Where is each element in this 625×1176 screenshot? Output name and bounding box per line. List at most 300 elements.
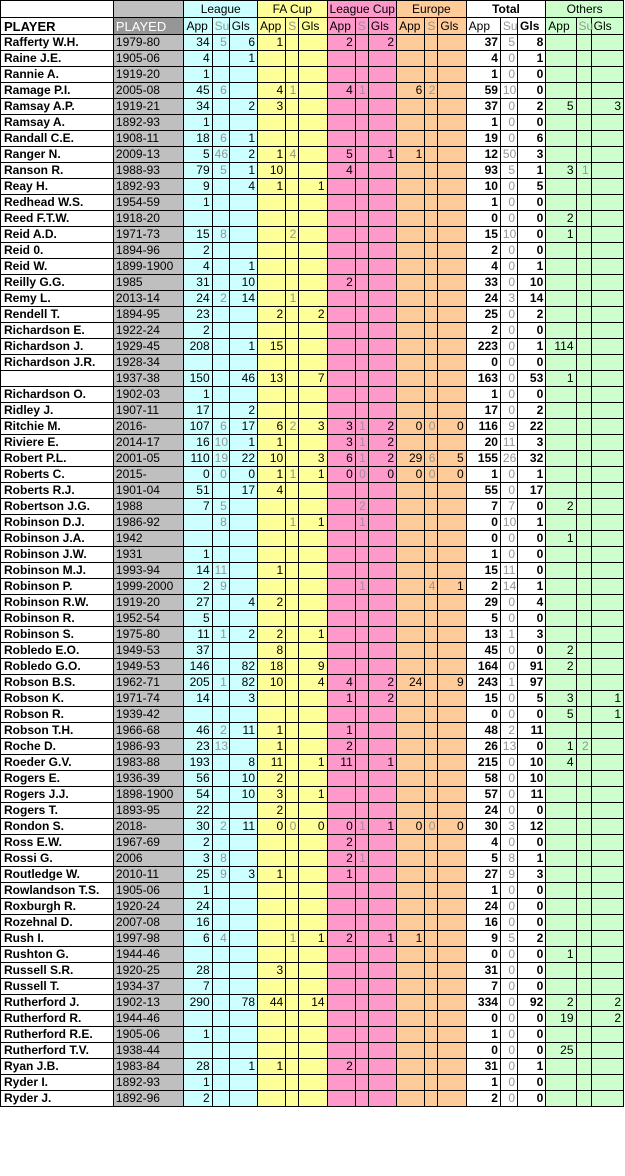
league-gls-cell: 3 [229, 867, 257, 883]
others-su-cell [576, 595, 591, 611]
league-gls-cell: 11 [229, 723, 257, 739]
fa-gls-cell: 9 [299, 659, 327, 675]
europe-app-cell [397, 611, 425, 627]
others-su-cell [576, 51, 591, 67]
lc-app-cell [327, 595, 355, 611]
played-years: 1892-96 [113, 1091, 184, 1107]
others-su-cell [576, 819, 591, 835]
total-su-cell: 50 [500, 147, 517, 163]
player-name: Rutherford T.V. [1, 1043, 114, 1059]
others-gls-cell: 3 [591, 99, 623, 115]
others-gls-cell [591, 227, 623, 243]
league-gls-cell: 4 [229, 595, 257, 611]
fa-su-cell [286, 275, 299, 291]
fa-su-cell [286, 1059, 299, 1075]
fa-gls-cell: 0 [299, 819, 327, 835]
table-row [1, 835, 624, 851]
league-app-cell: 79 [184, 163, 212, 179]
player-name: Richardson E. [1, 323, 114, 339]
others-app-cell: 3 [546, 163, 576, 179]
total-gls-cell: 0 [518, 1043, 546, 1059]
lc-gls-cell: 2 [368, 35, 396, 51]
player-name: Rowlandson T.S. [1, 883, 114, 899]
league-su-cell: 4 [212, 931, 229, 947]
others-gls-cell [591, 723, 623, 739]
total-gls-cell: 0 [518, 1075, 546, 1091]
played-years: 1966-68 [113, 723, 184, 739]
total-app-cell: 0 [466, 211, 500, 227]
europe-su-cell [425, 35, 438, 51]
fa-su-cell [286, 707, 299, 723]
league-gls-cell [229, 1011, 257, 1027]
played-years: 1899-1900 [113, 259, 184, 275]
lc-app-cell [327, 1027, 355, 1043]
others-app-cell: 5 [546, 707, 576, 723]
group-fa-cup: FA Cup [258, 1, 328, 18]
total-app-cell: 116 [466, 419, 500, 435]
lc-su-cell [355, 963, 368, 979]
europe-su-cell [425, 899, 438, 915]
europe-gls-cell [438, 851, 466, 867]
europe-su-cell [425, 275, 438, 291]
league-app-cell: 5 [184, 611, 212, 627]
league-app-cell: 1 [184, 547, 212, 563]
total-su-cell: 10 [500, 515, 517, 531]
lc-gls-cell [368, 307, 396, 323]
europe-app-cell [397, 595, 425, 611]
europe-gls-cell [438, 115, 466, 131]
fa-su-cell [286, 803, 299, 819]
fa-gls-cell [299, 83, 327, 99]
lc-app-cell [327, 563, 355, 579]
total-su-cell: 3 [500, 291, 517, 307]
lc-app-cell [327, 499, 355, 515]
player-name: Robson T.H. [1, 723, 114, 739]
total-gls-cell: 3 [518, 147, 546, 163]
fa-su-cell [286, 339, 299, 355]
europe-gls-cell [438, 1043, 466, 1059]
lc-app-cell: 2 [327, 275, 355, 291]
others-su-cell [576, 291, 591, 307]
europe-gls-cell [438, 547, 466, 563]
league-gls-cell [229, 803, 257, 819]
lc-su-cell: 0 [355, 467, 368, 483]
lc-gls-cell [368, 195, 396, 211]
lc-gls-cell [368, 259, 396, 275]
europe-app-cell [397, 659, 425, 675]
others-gls-cell [591, 739, 623, 755]
others-gls-cell [591, 131, 623, 147]
total-app-cell: 334 [466, 995, 500, 1011]
europe-su-cell [425, 403, 438, 419]
played-years: 1962-71 [113, 675, 184, 691]
league-app-cell: 1 [184, 195, 212, 211]
league-su-cell [212, 99, 229, 115]
total-su-cell: 0 [500, 467, 517, 483]
fa-su-cell [286, 547, 299, 563]
others-app-cell [546, 867, 576, 883]
total-app-cell: 48 [466, 723, 500, 739]
played-years: 1902-03 [113, 387, 184, 403]
others-app-cell: 2 [546, 211, 576, 227]
league-app-cell: 1 [184, 67, 212, 83]
europe-su-cell [425, 1027, 438, 1043]
league-su-cell: 2 [212, 291, 229, 307]
lc-app-cell [327, 547, 355, 563]
lc-app-cell [327, 803, 355, 819]
lc-gls-cell [368, 915, 396, 931]
league-gls-cell: 17 [229, 483, 257, 499]
played-years: 2015- [113, 467, 184, 483]
total-app-cell: 4 [466, 259, 500, 275]
table-row [1, 1011, 624, 1027]
lc-app-cell [327, 1011, 355, 1027]
fa-su-cell [286, 723, 299, 739]
lc-app-cell [327, 515, 355, 531]
others-gls-cell [591, 579, 623, 595]
lc-gls-cell [368, 803, 396, 819]
player-name: Robinson M.J. [1, 563, 114, 579]
table-row [1, 307, 624, 323]
league-su-cell: 10 [212, 435, 229, 451]
lc-su-cell [355, 179, 368, 195]
fa-app-cell [258, 499, 286, 515]
league-app-cell: 30 [184, 819, 212, 835]
fa-gls-cell [299, 291, 327, 307]
total-gls-cell: 1 [518, 515, 546, 531]
total-su-cell: 0 [500, 707, 517, 723]
europe-gls-cell [438, 163, 466, 179]
lc-app-cell [327, 995, 355, 1011]
league-su-cell [212, 211, 229, 227]
europe-gls-cell [438, 739, 466, 755]
europe-su-cell [425, 643, 438, 659]
player-name: Ramage P.I. [1, 83, 114, 99]
fa-gls-cell [299, 915, 327, 931]
fa-app-cell [258, 323, 286, 339]
fa-app-cell: 1 [258, 35, 286, 51]
total-app-cell: 20 [466, 435, 500, 451]
league-gls-cell: 6 [229, 35, 257, 51]
europe-gls-cell [438, 131, 466, 147]
total-gls-cell: 10 [518, 771, 546, 787]
others-su-cell [576, 147, 591, 163]
europe-app-cell [397, 947, 425, 963]
lc-app-cell [327, 1075, 355, 1091]
table-row [1, 99, 624, 115]
league-app-cell: 4 [184, 51, 212, 67]
total-gls-cell: 0 [518, 1011, 546, 1027]
fa-app-cell: 3 [258, 963, 286, 979]
lc-app-cell: 2 [327, 931, 355, 947]
fa-app-cell: 2 [258, 307, 286, 323]
player-name: Ridley J. [1, 403, 114, 419]
total-su-cell: 0 [500, 243, 517, 259]
total-app-cell: 15 [466, 563, 500, 579]
lc-su-cell [355, 51, 368, 67]
europe-app-cell [397, 307, 425, 323]
europe-gls-cell [438, 515, 466, 531]
lc-gls-cell [368, 1091, 396, 1107]
fa-app-cell: 10 [258, 451, 286, 467]
fa-app-cell: 4 [258, 83, 286, 99]
header-app: App [466, 18, 500, 35]
total-gls-cell: 5 [518, 179, 546, 195]
fa-su-cell [286, 243, 299, 259]
fa-app-cell [258, 259, 286, 275]
fa-gls-cell [299, 67, 327, 83]
others-app-cell [546, 1075, 576, 1091]
others-app-cell [546, 819, 576, 835]
lc-app-cell [327, 1091, 355, 1107]
others-gls-cell [591, 835, 623, 851]
europe-app-cell [397, 291, 425, 307]
others-gls-cell [591, 803, 623, 819]
league-app-cell [184, 355, 212, 371]
played-years: 1975-80 [113, 627, 184, 643]
player-name: Robinson D.J. [1, 515, 114, 531]
league-gls-cell [229, 227, 257, 243]
europe-app-cell [397, 1059, 425, 1075]
table-row [1, 51, 624, 67]
total-su-cell: 0 [500, 275, 517, 291]
total-app-cell: 59 [466, 83, 500, 99]
league-gls-cell: 14 [229, 291, 257, 307]
played-years: 1952-54 [113, 611, 184, 627]
others-su-cell [576, 115, 591, 131]
fa-su-cell [286, 851, 299, 867]
fa-app-cell [258, 931, 286, 947]
lc-su-cell [355, 131, 368, 147]
others-gls-cell [591, 339, 623, 355]
table-row [1, 387, 624, 403]
others-gls-cell [591, 659, 623, 675]
total-su-cell: 3 [500, 819, 517, 835]
league-app-cell [184, 1043, 212, 1059]
fa-su-cell [286, 355, 299, 371]
total-app-cell: 155 [466, 451, 500, 467]
fa-gls-cell [299, 435, 327, 451]
lc-su-cell [355, 995, 368, 1011]
played-years: 1942 [113, 531, 184, 547]
table-row [1, 819, 624, 835]
total-su-cell: 0 [500, 531, 517, 547]
europe-gls-cell [438, 1011, 466, 1027]
total-su-cell: 0 [500, 883, 517, 899]
europe-gls-cell [438, 243, 466, 259]
others-su-cell [576, 195, 591, 211]
europe-gls-cell [438, 51, 466, 67]
league-su-cell [212, 755, 229, 771]
europe-gls-cell [438, 1075, 466, 1091]
fa-su-cell [286, 51, 299, 67]
others-gls-cell [591, 467, 623, 483]
lc-su-cell [355, 1043, 368, 1059]
league-su-cell: 9 [212, 867, 229, 883]
league-app-cell: 193 [184, 755, 212, 771]
league-su-cell [212, 659, 229, 675]
league-su-cell [212, 611, 229, 627]
others-app-cell [546, 1027, 576, 1043]
lc-su-cell [355, 691, 368, 707]
league-app-cell [184, 947, 212, 963]
table-row [1, 243, 624, 259]
played-years: 1934-37 [113, 979, 184, 995]
fa-gls-cell: 1 [299, 627, 327, 643]
europe-gls-cell: 9 [438, 675, 466, 691]
league-gls-cell [229, 883, 257, 899]
league-gls-cell: 1 [229, 259, 257, 275]
total-gls-cell: 14 [518, 291, 546, 307]
player-name: Richardson O. [1, 387, 114, 403]
total-su-cell: 0 [500, 995, 517, 1011]
total-su-cell: 0 [500, 403, 517, 419]
others-su-cell [576, 947, 591, 963]
player-name: Robledo E.O. [1, 643, 114, 659]
total-gls-cell: 91 [518, 659, 546, 675]
league-su-cell [212, 355, 229, 371]
others-gls-cell [591, 899, 623, 915]
header-played: PLAYED [113, 18, 184, 35]
fa-app-cell: 8 [258, 643, 286, 659]
league-gls-cell [229, 547, 257, 563]
lc-su-cell [355, 547, 368, 563]
table-row [1, 275, 624, 291]
played-years: 1983-88 [113, 755, 184, 771]
total-su-cell: 0 [500, 899, 517, 915]
others-app-cell [546, 483, 576, 499]
league-app-cell: 23 [184, 739, 212, 755]
total-gls-cell: 0 [518, 355, 546, 371]
table-row [1, 323, 624, 339]
total-su-cell: 0 [500, 387, 517, 403]
total-su-cell: 0 [500, 51, 517, 67]
others-app-cell [546, 915, 576, 931]
total-gls-cell: 0 [518, 547, 546, 563]
europe-gls-cell [438, 835, 466, 851]
europe-gls-cell [438, 499, 466, 515]
total-gls-cell: 0 [518, 899, 546, 915]
lc-gls-cell [368, 771, 396, 787]
fa-gls-cell [299, 643, 327, 659]
table-row [1, 659, 624, 675]
fa-app-cell [258, 979, 286, 995]
others-su-cell [576, 1011, 591, 1027]
others-app-cell [546, 259, 576, 275]
table-row [1, 371, 624, 387]
fa-su-cell [286, 195, 299, 211]
lc-su-cell: 1 [355, 515, 368, 531]
table-row [1, 467, 624, 483]
europe-gls-cell [438, 1091, 466, 1107]
lc-gls-cell [368, 371, 396, 387]
others-su-cell [576, 515, 591, 531]
others-app-cell [546, 899, 576, 915]
others-app-cell [546, 355, 576, 371]
league-gls-cell [229, 931, 257, 947]
played-years: 1907-11 [113, 403, 184, 419]
league-gls-cell: 1 [229, 339, 257, 355]
europe-gls-cell [438, 67, 466, 83]
table-row [1, 115, 624, 131]
total-app-cell: 37 [466, 35, 500, 51]
fa-su-cell [286, 1011, 299, 1027]
player-name: Rafferty W.H. [1, 35, 114, 51]
others-app-cell: 114 [546, 339, 576, 355]
others-gls-cell [591, 115, 623, 131]
europe-su-cell: 0 [425, 419, 438, 435]
league-gls-cell [229, 947, 257, 963]
europe-app-cell [397, 1011, 425, 1027]
others-su-cell [576, 467, 591, 483]
table-row [1, 83, 624, 99]
others-app-cell [546, 435, 576, 451]
total-su-cell: 0 [500, 547, 517, 563]
europe-gls-cell [438, 35, 466, 51]
europe-gls-cell [438, 627, 466, 643]
lc-su-cell: 2 [355, 499, 368, 515]
total-app-cell: 55 [466, 483, 500, 499]
others-gls-cell [591, 355, 623, 371]
total-gls-cell: 1 [518, 259, 546, 275]
others-gls-cell [591, 195, 623, 211]
played-years: 1919-21 [113, 99, 184, 115]
lc-gls-cell [368, 67, 396, 83]
europe-app-cell: 0 [397, 419, 425, 435]
fa-su-cell: 1 [286, 291, 299, 307]
others-app-cell [546, 787, 576, 803]
fa-gls-cell: 1 [299, 755, 327, 771]
europe-su-cell [425, 307, 438, 323]
total-app-cell: 27 [466, 867, 500, 883]
table-row [1, 531, 624, 547]
fa-app-cell: 6 [258, 419, 286, 435]
total-su-cell: 0 [500, 67, 517, 83]
total-gls-cell: 8 [518, 35, 546, 51]
europe-gls-cell [438, 1027, 466, 1043]
league-app-cell: 34 [184, 35, 212, 51]
league-su-cell [212, 595, 229, 611]
played-years: 1919-20 [113, 67, 184, 83]
played-years: 1905-06 [113, 51, 184, 67]
player-name: Rannie A. [1, 67, 114, 83]
total-app-cell: 0 [466, 531, 500, 547]
europe-app-cell [397, 67, 425, 83]
fa-su-cell [286, 323, 299, 339]
lc-su-cell [355, 115, 368, 131]
played-years: 1949-53 [113, 643, 184, 659]
fa-su-cell [286, 899, 299, 915]
lc-gls-cell [368, 995, 396, 1011]
fa-gls-cell [299, 947, 327, 963]
europe-app-cell [397, 323, 425, 339]
lc-su-cell [355, 67, 368, 83]
europe-su-cell [425, 707, 438, 723]
league-su-cell [212, 1091, 229, 1107]
fa-gls-cell [299, 323, 327, 339]
europe-su-cell: 0 [425, 467, 438, 483]
fa-su-cell: 1 [286, 931, 299, 947]
fa-gls-cell: 4 [299, 675, 327, 691]
table-row [1, 259, 624, 275]
lc-app-cell [327, 387, 355, 403]
europe-gls-cell: 0 [438, 419, 466, 435]
group-header-row [1, 1, 624, 18]
total-gls-cell: 11 [518, 723, 546, 739]
lc-gls-cell [368, 1075, 396, 1091]
league-gls-cell [229, 67, 257, 83]
played-years: 1892-93 [113, 1075, 184, 1091]
